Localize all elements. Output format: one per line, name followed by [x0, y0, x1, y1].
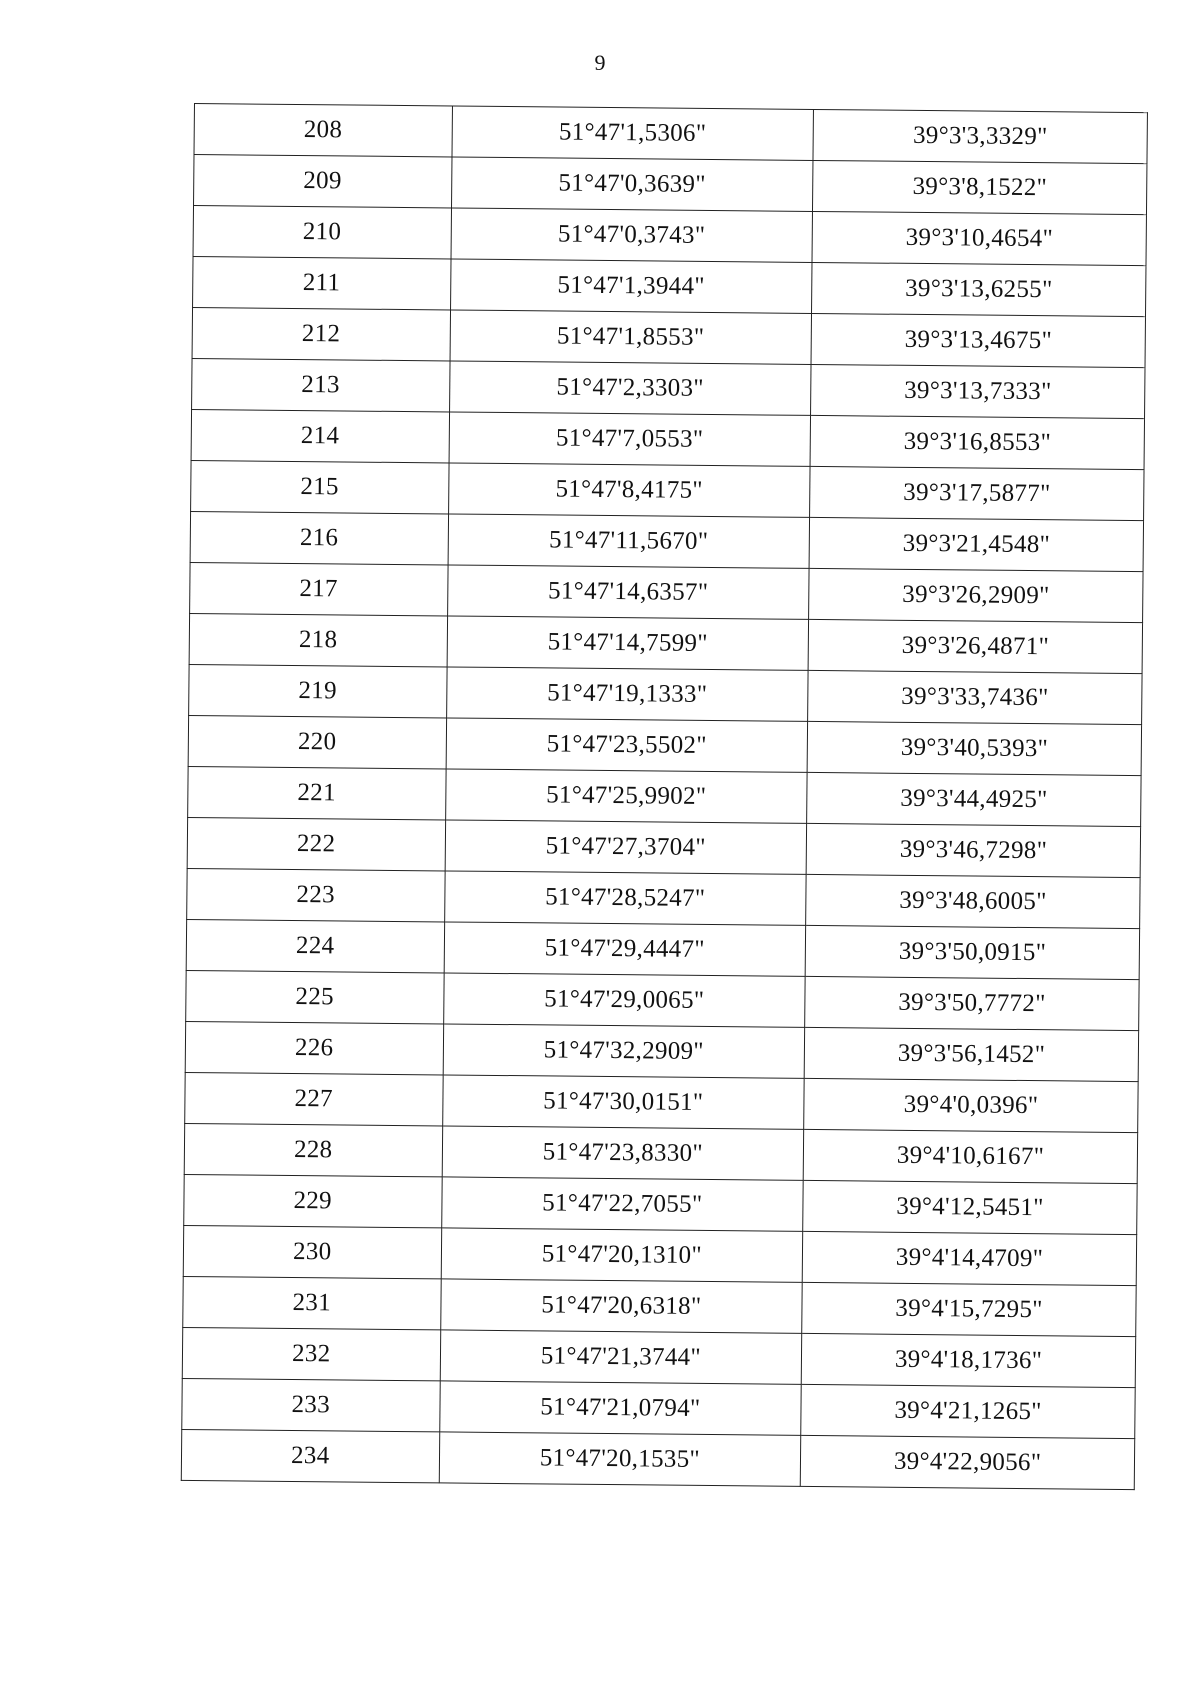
longitude-cell: 39°4'12,5451": [803, 1180, 1137, 1234]
table-row: [191, 460, 1144, 520]
latitude-cell: 51°47'32,2909": [443, 1024, 805, 1078]
point-number-cell: 215: [191, 460, 449, 513]
point-number-cell: 210: [193, 206, 451, 259]
table-row: [191, 409, 1144, 469]
longitude-cell: 39°3'17,5877": [810, 466, 1144, 520]
coordinates-table: [181, 103, 1148, 1490]
latitude-cell: 51°47'20,6318": [440, 1279, 802, 1333]
point-number-cell: 225: [186, 970, 444, 1023]
table-row: [189, 613, 1142, 673]
longitude-cell: 39°3'33,7436": [808, 670, 1142, 724]
point-number-cell: 220: [188, 715, 446, 768]
latitude-cell: 51°47'27,3704": [445, 820, 807, 874]
table-row: [190, 511, 1143, 571]
latitude-cell: 51°47'25,9902": [445, 769, 807, 823]
table-row: [186, 970, 1139, 1030]
latitude-cell: 51°47'23,8330": [442, 1126, 804, 1180]
table-row: [187, 868, 1140, 928]
longitude-cell: 39°4'22,9056": [800, 1435, 1134, 1489]
point-number-cell: 230: [183, 1225, 441, 1278]
latitude-cell: 51°47'1,5306": [452, 106, 814, 160]
longitude-cell: 39°4'21,1265": [801, 1384, 1135, 1438]
table-row: [193, 206, 1146, 266]
latitude-cell: 51°47'22,7055": [441, 1177, 803, 1231]
table-row: [193, 256, 1146, 316]
latitude-cell: 51°47'11,5670": [448, 514, 810, 568]
point-number-cell: 233: [182, 1378, 440, 1431]
table-row: [186, 919, 1139, 979]
latitude-cell: 51°47'7,0553": [449, 412, 811, 466]
latitude-cell: 51°47'0,3743": [451, 208, 813, 262]
table-row: [188, 715, 1141, 775]
point-number-cell: 214: [191, 409, 449, 462]
table-row: [192, 307, 1145, 367]
longitude-cell: 39°3'50,0915": [805, 925, 1139, 979]
longitude-cell: 39°3'40,5393": [807, 721, 1141, 775]
table-row: [188, 766, 1141, 826]
point-number-cell: 226: [185, 1021, 443, 1074]
point-number-cell: 218: [189, 613, 447, 666]
longitude-cell: 39°3'16,8553": [810, 415, 1144, 469]
table-row: [194, 104, 1147, 164]
latitude-cell: 51°47'14,6357": [447, 565, 809, 619]
point-number-cell: 227: [185, 1072, 443, 1125]
longitude-cell: 39°3'10,4654": [812, 211, 1146, 265]
point-number-cell: 231: [183, 1276, 441, 1329]
latitude-cell: 51°47'21,0794": [439, 1381, 801, 1435]
longitude-cell: 39°3'26,4871": [808, 619, 1142, 673]
latitude-cell: 51°47'14,7599": [447, 616, 809, 670]
latitude-cell: 51°47'29,4447": [444, 922, 806, 976]
point-number-cell: 229: [184, 1174, 442, 1227]
latitude-cell: 51°47'20,1310": [441, 1228, 803, 1282]
latitude-cell: 51°47'1,8553": [450, 310, 812, 364]
longitude-cell: 39°3'21,4548": [809, 517, 1143, 571]
longitude-cell: 39°3'8,1522": [813, 160, 1147, 214]
table-row: [183, 1225, 1136, 1285]
point-number-cell: 208: [194, 104, 452, 157]
page-number: 9: [594, 50, 606, 75]
latitude-cell: 51°47'1,3944": [450, 259, 812, 313]
point-number-cell: 221: [188, 766, 446, 819]
table-row: [182, 1327, 1135, 1387]
longitude-cell: 39°3'44,4925": [807, 772, 1141, 826]
latitude-cell: 51°47'29,0065": [443, 973, 805, 1027]
point-number-cell: 209: [194, 155, 452, 208]
latitude-cell: 51°47'30,0151": [442, 1075, 804, 1129]
longitude-cell: 39°3'13,6255": [812, 262, 1146, 316]
point-number-cell: 222: [187, 817, 445, 870]
table-row: [184, 1123, 1137, 1183]
longitude-cell: 39°3'26,2909": [809, 568, 1143, 622]
table-row: [194, 155, 1147, 215]
point-number-cell: 216: [190, 511, 448, 564]
table-row: [189, 664, 1142, 724]
longitude-cell: 39°3'56,1452": [804, 1027, 1138, 1081]
table-row: [185, 1021, 1138, 1081]
table-row: [183, 1276, 1136, 1336]
table-row: [182, 1378, 1135, 1438]
point-number-cell: 223: [187, 868, 445, 921]
latitude-cell: 51°47'0,3639": [451, 157, 813, 211]
point-number-cell: 234: [181, 1429, 439, 1482]
point-number-cell: 232: [182, 1327, 440, 1380]
table-row: [184, 1174, 1137, 1234]
point-number-cell: 219: [189, 664, 447, 717]
latitude-cell: 51°47'20,1535": [439, 1432, 801, 1486]
latitude-cell: 51°47'21,3744": [440, 1330, 802, 1384]
longitude-cell: 39°3'50,7772": [805, 976, 1139, 1030]
coordinates-table-body: [181, 104, 1147, 1490]
longitude-cell: 39°3'13,4675": [811, 313, 1145, 367]
table-row: [185, 1072, 1138, 1132]
table-row: [192, 358, 1145, 418]
latitude-cell: 51°47'23,5502": [446, 718, 808, 772]
longitude-cell: 39°3'48,6005": [806, 874, 1140, 928]
point-number-cell: 224: [186, 919, 444, 972]
table-row: [187, 817, 1140, 877]
latitude-cell: 51°47'8,4175": [448, 463, 810, 517]
longitude-cell: 39°4'18,1736": [801, 1333, 1135, 1387]
table-row: [181, 1429, 1134, 1489]
point-number-cell: 213: [192, 358, 450, 411]
point-number-cell: 212: [192, 307, 450, 360]
longitude-cell: 39°4'10,6167": [803, 1129, 1137, 1183]
point-number-cell: 217: [190, 562, 448, 615]
longitude-cell: 39°3'13,7333": [811, 364, 1145, 418]
longitude-cell: 39°4'0,0396": [804, 1078, 1138, 1132]
longitude-cell: 39°4'15,7295": [802, 1282, 1136, 1336]
longitude-cell: 39°3'3,3329": [813, 109, 1147, 163]
latitude-cell: 51°47'2,3303": [449, 361, 811, 415]
latitude-cell: 51°47'19,1333": [446, 667, 808, 721]
latitude-cell: 51°47'28,5247": [444, 871, 806, 925]
longitude-cell: 39°4'14,4709": [802, 1231, 1136, 1285]
table-row: [190, 562, 1143, 622]
point-number-cell: 211: [193, 256, 451, 309]
longitude-cell: 39°3'46,7298": [806, 823, 1140, 877]
point-number-cell: 228: [184, 1123, 442, 1176]
